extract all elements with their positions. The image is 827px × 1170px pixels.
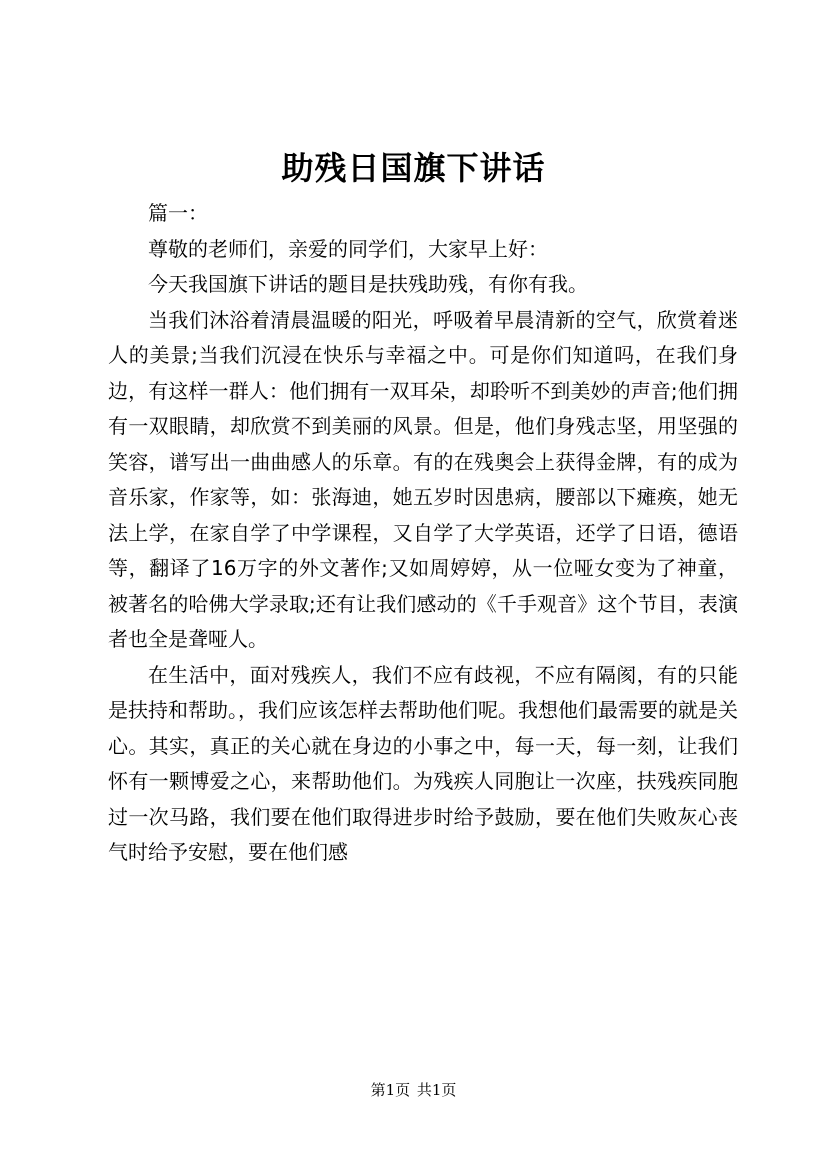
page-number: 第1页: [370, 1081, 411, 1099]
body-paragraph: 当我们沐浴着清晨温暖的阳光，呼吸着早晨清新的空气，欣赏着迷人的美景;当我们沉浸在快乐与幸福之中。可是你们知道吗，在我们身边，有这样一群人：他们拥有一双耳朵，却聆听不到美妙的声音;他们拥有一双眼睛，却欣赏不到美丽的风景。但是，他们身残志坚，用坚强的笑容，谱写出一曲曲感人的乐章。有的在残奥会上获得金牌，有的成为音乐家，作家等，如：张海迪，她五岁时因患病，腰部以下瘫痪，她无法上学，在家自学了中学课程，又自学了大学英语，还学了日语，德语等，翻译了16万字的外文著作;又如周婷婷，从一位哑女变为了神童，被著名的哈佛大学录取;还有让我们感动的《千手观音》这个节目，表演者也全是聋哑人。: [108, 307, 738, 651]
body-paragraph: 在生活中，面对残疾人，我们不应有歧视，不应有隔阂，有的只能是扶持和帮助。，我们应该怎样去帮助他们呢。我想他们最需要的就是关心。其实，真正的关心就在身边的小事之中，每一天，每一刻，让我们怀有一颗博爱之心，来帮助他们。为残疾人同胞让一次座，扶残疾同胞过一次马路，我们要在他们取得进步时给予鼓励，要在他们失败灰心丧气时给予安慰，要在他们感: [108, 662, 738, 864]
document-title: 助残日国旗下讲话: [281, 149, 546, 187]
greeting-paragraph: 尊敬的老师们，亲爱的同学们，大家早上好：: [148, 236, 548, 261]
document-body: [108, 196, 738, 871]
topic-paragraph: 今天我国旗下讲话的题目是扶残助残，有你有我。: [148, 272, 588, 296]
section-heading: 篇一：: [148, 201, 208, 225]
page-total: 共1页: [416, 1081, 457, 1099]
page-footer: [0, 1080, 827, 1100]
